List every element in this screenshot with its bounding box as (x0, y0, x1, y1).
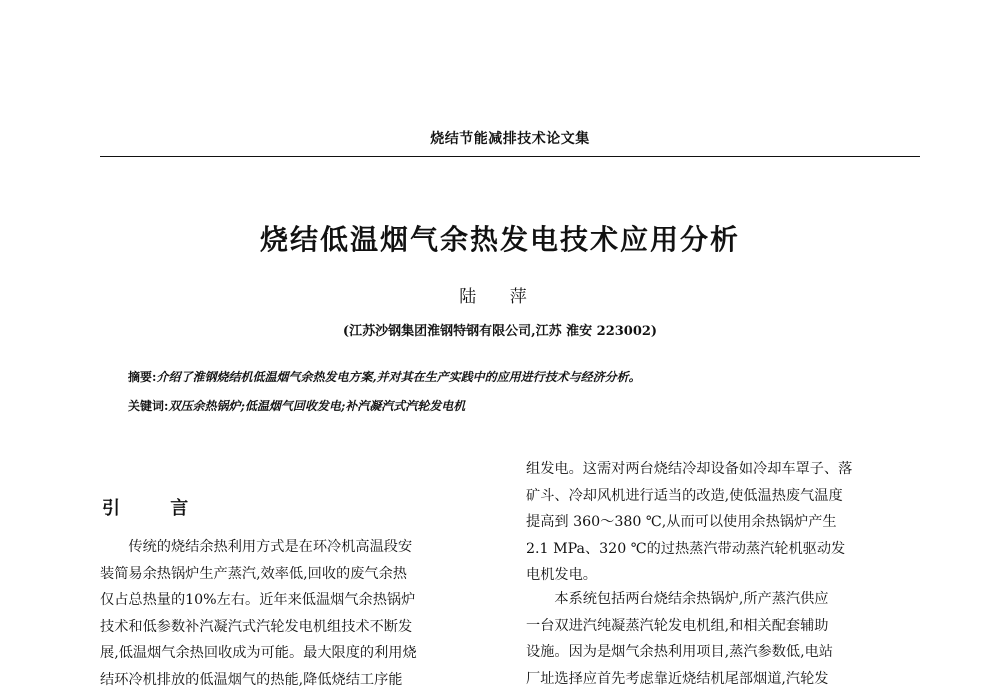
text-line: 展,低温烟气余热回收成为可能。最大限度的利用烧 (100, 640, 490, 667)
keywords-label: 关键词: (128, 399, 168, 413)
author-name: 陆 萍 (0, 282, 1000, 307)
text-line: 提高到 360～380 ℃,从而可以使用余热锅炉产生 (526, 509, 920, 536)
text-line: 设施。因为是烟气余热利用项目,蒸汽参数低,电站 (526, 639, 920, 666)
keywords (128, 397, 465, 414)
keywords-text: 双压余热锅炉;低温烟气回收发电;补汽凝汽式汽轮发电机 (168, 399, 465, 413)
left-column-paragraph (100, 534, 490, 693)
text-line: 本系统包括两台烧结余热锅炉,所产蒸汽供应 (526, 586, 920, 613)
section-heading-introduction: 引 言 (102, 494, 210, 520)
author-affiliation: (江苏沙钢集团淮钢特钢有限公司,江苏 淮安 223002) (0, 320, 1000, 339)
text-line: 电机发电。 (526, 562, 920, 589)
text-line: 结环冷机排放的低温烟气的热能,降低烧结工序能 (100, 667, 490, 693)
text-line: 厂址选择应首先考虑靠近烧结机尾部烟道,汽轮发 (526, 666, 920, 693)
right-column-paragraph-1 (526, 456, 920, 589)
abstract-text: 介绍了淮钢烧结机低温烟气余热发电方案,并对其在生产实践中的应用进行技术与经济分析。 (156, 370, 640, 384)
running-head: 烧结节能减排技术论文集 (100, 128, 920, 148)
text-line: 装简易余热锅炉生产蒸汽,效率低,回收的废气余热 (100, 561, 490, 588)
text-line: 组发电。这需对两台烧结冷却设备如冷却车罩子、落 (526, 456, 920, 483)
right-column-paragraph-2 (526, 586, 920, 692)
abstract-label: 摘要: (128, 370, 156, 384)
header-rule (100, 156, 920, 157)
abstract (128, 368, 641, 385)
text-line: 一台双进汽纯凝蒸汽轮发电机组,和相关配套辅助 (526, 613, 920, 640)
text-line: 技术和低参数补汽凝汽式汽轮发电机组技术不断发 (100, 614, 490, 641)
text-line: 2.1 MPa、320 ℃的过热蒸汽带动蒸汽轮机驱动发 (526, 536, 920, 563)
paper-title: 烧结低温烟气余热发电技术应用分析 (0, 218, 1000, 258)
text-line: 仅占总热量的10%左右。近年来低温烟气余热锅炉 (100, 587, 490, 614)
text-line: 矿斗、冷却风机进行适当的改造,使低温热废气温度 (526, 483, 920, 510)
text-line: 传统的烧结余热利用方式是在环冷机高温段安 (100, 534, 490, 561)
